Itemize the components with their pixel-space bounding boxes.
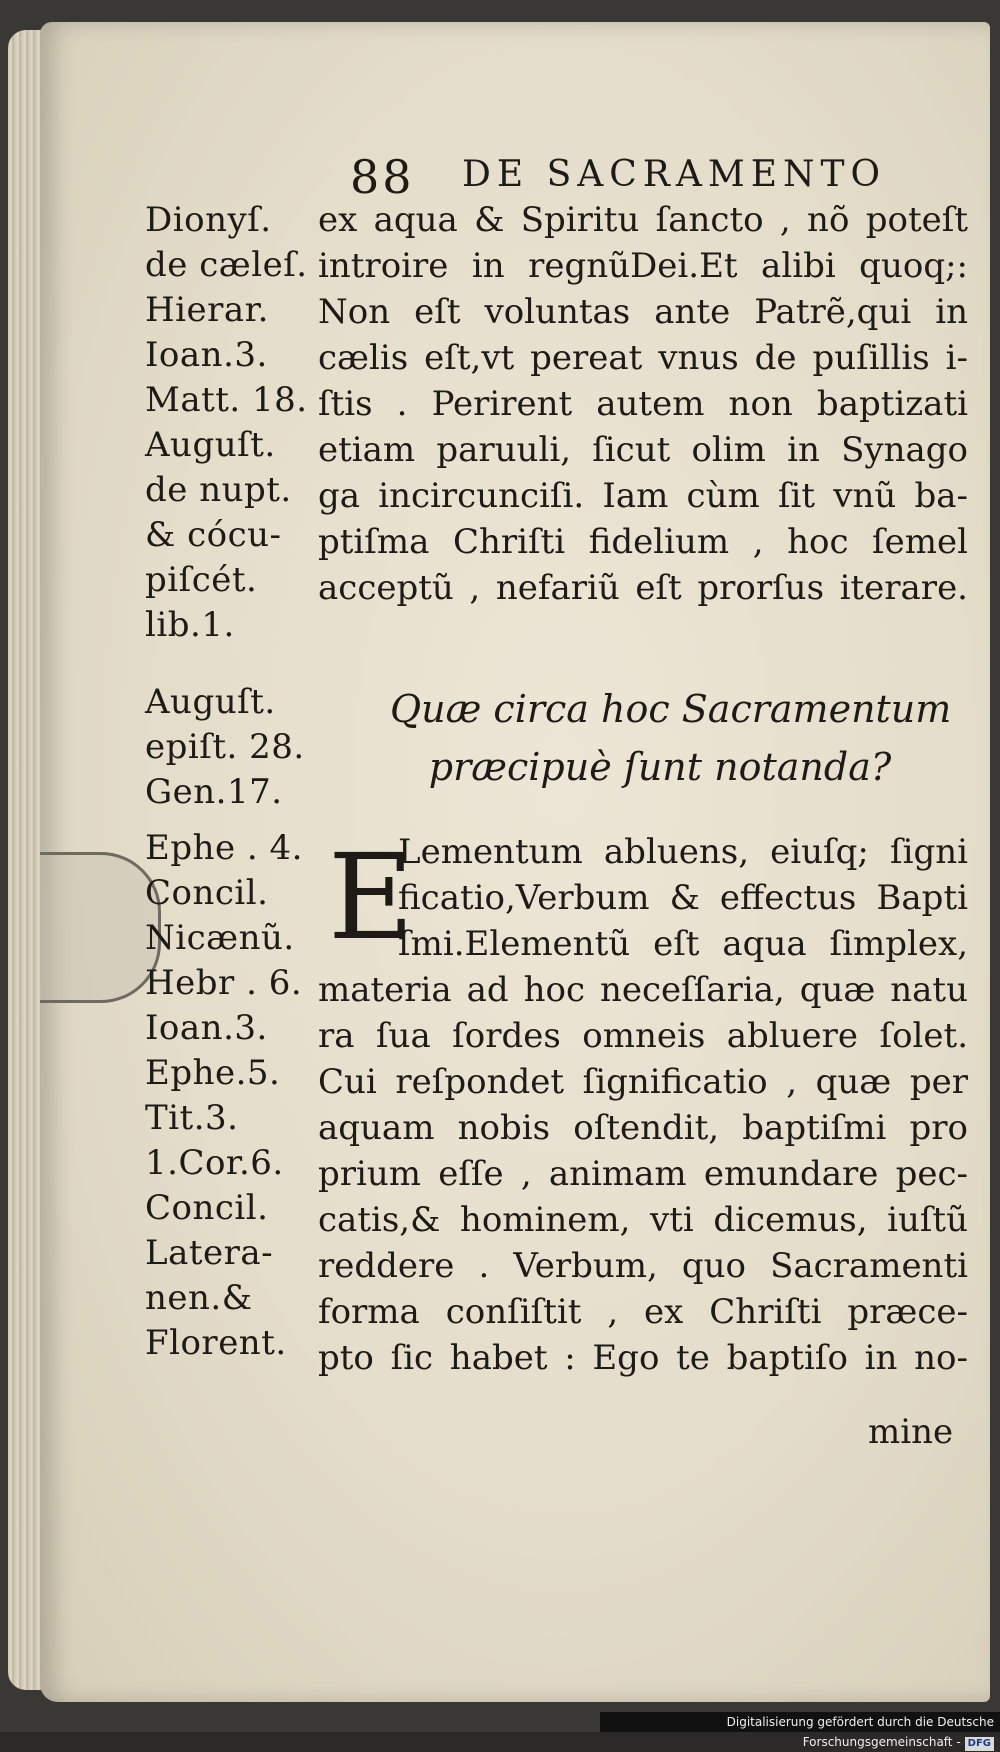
text-line: pto ſic habet : Ego te baptiſo in no- [318, 1338, 968, 1378]
footer-text: Digitalisierung gefördert durch die Deutsche Forschungsgemeinschaft - [726, 1715, 994, 1749]
margin-note: nen.& [145, 1278, 253, 1318]
margin-note: Matt. 18. [145, 380, 308, 420]
margin-note: Ioan.3. [145, 335, 268, 375]
margin-note: & cócu- [145, 515, 282, 555]
text-line: ex aqua & Spiritu ſancto , nõ poteſt [318, 200, 968, 240]
text-line: Cui reſpondet ſignificatio , quæ per [318, 1062, 968, 1102]
margin-note: Auguſt. [145, 682, 276, 722]
margin-note: Dionyſ. [145, 200, 272, 240]
text-line: ſtis . Perirent autem non baptizati [318, 384, 968, 424]
section-heading [390, 680, 952, 796]
margin-note: de cæleſ. [145, 245, 308, 285]
margin-note: 1.Cor.6. [145, 1143, 284, 1183]
drop-cap: E [328, 828, 415, 966]
page-number: 88 [350, 150, 415, 204]
text-line: reddere . Verbum, quo Sacramenti [318, 1246, 968, 1286]
margin-note: Hebr . 6. [145, 963, 303, 1003]
margin-note: Florent. [145, 1323, 287, 1363]
margin-note: Ephe . 4. [145, 828, 303, 868]
catchword: mine [868, 1412, 954, 1452]
margin-note: piſcét. [145, 560, 258, 600]
margin-note: Gen.17. [145, 772, 283, 812]
text-line: cælis eſt,vt pereat vnus de puſillis i- [318, 338, 968, 378]
margin-note: Tit.3. [145, 1098, 239, 1138]
running-title: DE SACRAMENTO [462, 154, 887, 195]
margin-note: Concil. [145, 1188, 269, 1228]
text-line: ra ſua ſordes omneis abluere ſolet. [318, 1016, 968, 1056]
text-line: forma conſiſtit , ex Chriſti præce- [318, 1292, 968, 1332]
text-line: etiam paruuli, ſicut olim in Synago [318, 430, 968, 470]
book-clip [40, 852, 161, 1003]
digitization-footer [600, 1712, 1000, 1749]
margin-note: Hierar. [145, 290, 269, 330]
text-line: Non eſt voluntas ante Patrẽ,qui in [318, 292, 968, 332]
heading-line: Quæ circa hoc Sacramentum [390, 687, 952, 731]
margin-note: Latera- [145, 1233, 274, 1273]
text-line: Lementum abluens, eiuſq; ſigni [398, 832, 968, 872]
margin-note: Auguſt. [145, 425, 276, 465]
text-line: ſmi.Elementũ eſt aqua ſimplex, [398, 924, 968, 964]
text-line: catis,& hominem, vti dicemus, iuſtũ [318, 1200, 968, 1240]
margin-note: lib.1. [145, 605, 235, 645]
margin-note: epiſt. 28. [145, 727, 305, 767]
text-line: introire in regnũDei.Et alibi quoq;: [318, 246, 968, 286]
text-line: materia ad hoc neceſſaria, quæ natu [318, 970, 968, 1010]
running-head [350, 150, 910, 204]
margin-note: Ioan.3. [145, 1008, 268, 1048]
text-line: aquam nobis oſtendit, baptiſmi pro [318, 1108, 968, 1148]
text-line: acceptũ , nefariũ eſt prorſus iterare. [318, 568, 968, 608]
margin-note: de nupt. [145, 470, 292, 510]
dfg-logo: DFG [965, 1737, 994, 1751]
margin-note: Concil. [145, 873, 269, 913]
text-line: prium eſſe , animam emundare pec- [318, 1154, 968, 1194]
heading-line: præcipuè ſunt notanda? [428, 745, 892, 789]
text-line: ficatio,Verbum & effectus Bapti [398, 878, 968, 918]
margin-note: Nicænũ. [145, 918, 295, 958]
text-line: ga incircunciſi. Iam cùm ſit vnũ ba- [318, 476, 968, 516]
margin-note: Ephe.5. [145, 1053, 281, 1093]
text-line: ptiſma Chriſti fidelium , hoc ſemel [318, 522, 968, 562]
